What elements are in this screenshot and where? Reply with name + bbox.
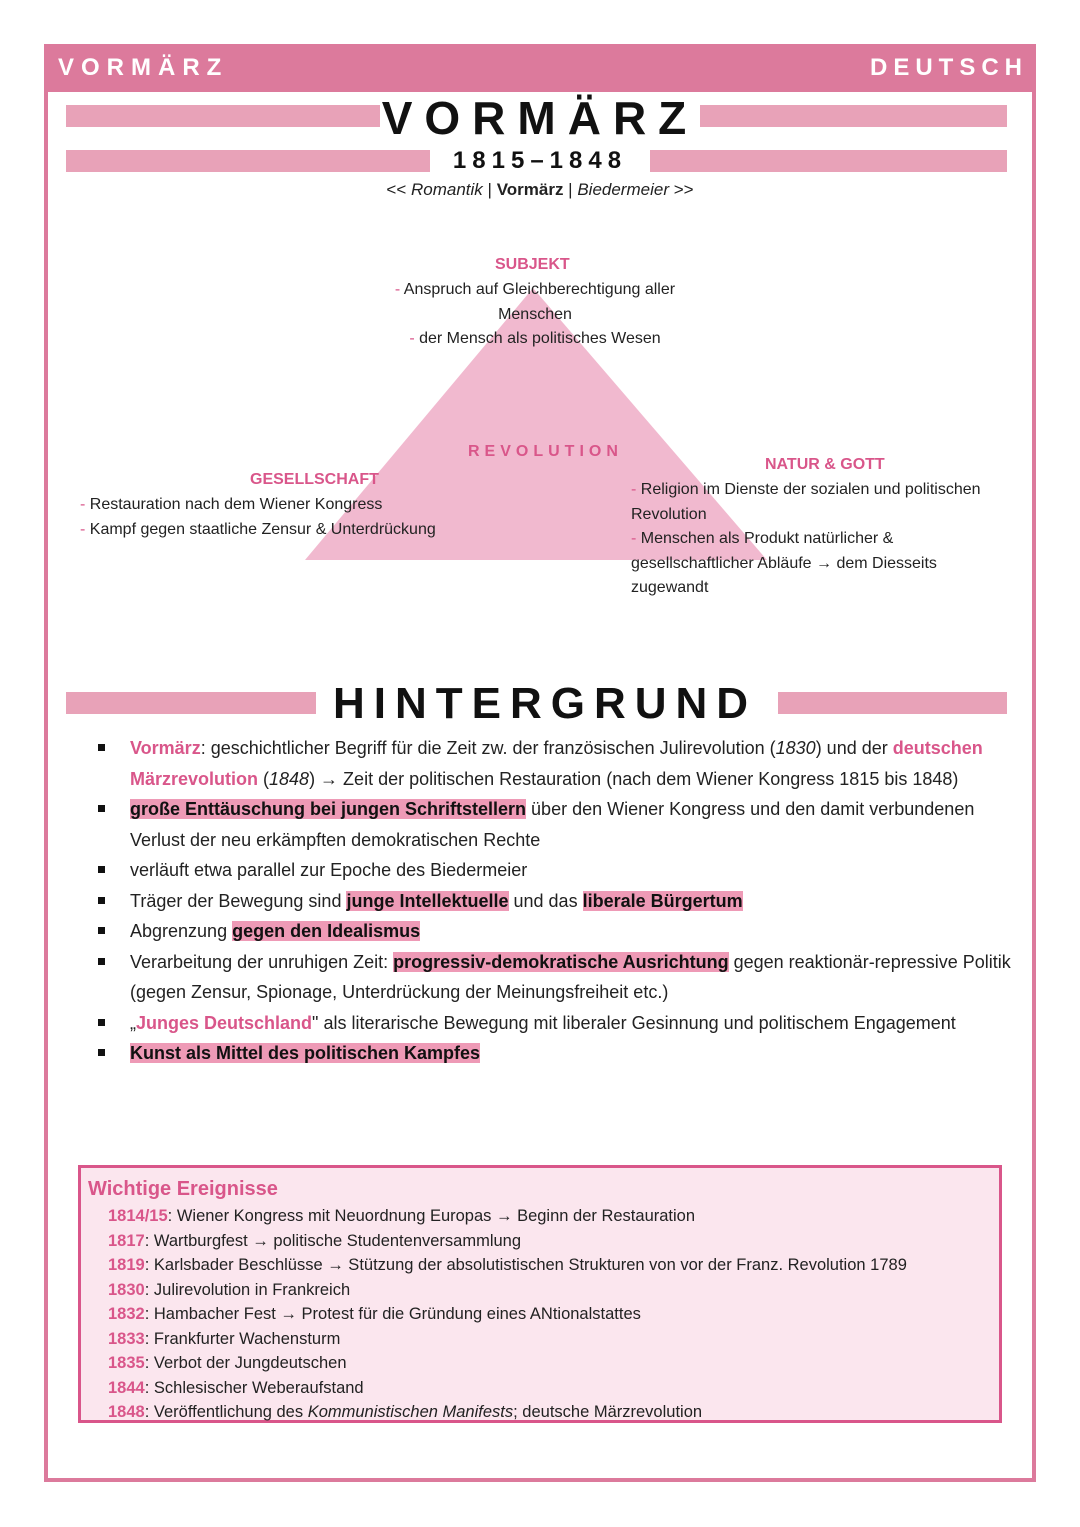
highlight: große Enttäuschung bei jungen Schriftstellern (130, 799, 527, 819)
text: : geschichtlicher Begriff für die Zeit zw. der französischen Julirevolution ( (200, 738, 776, 758)
natur-line: Religion im Dienste der sozialen und politischen (640, 481, 981, 498)
events-title: Wichtige Ereignisse (88, 1178, 278, 1200)
natur-line: Revolution (631, 505, 707, 523)
event-year: 1844 (108, 1378, 145, 1397)
event-text: : Wiener Kongress mit Neuordnung Europas → Beginn der Restauration (167, 1207, 696, 1225)
gesellschaft-label: GESELLSCHAFT (250, 471, 379, 488)
event-year: 1832 (108, 1305, 145, 1323)
event-year: 1833 (108, 1329, 145, 1348)
term: Junges Deutschland (136, 1012, 313, 1033)
list-item (96, 1038, 1016, 1069)
highlight: progressiv-demokratische Ausrichtung (393, 951, 729, 972)
epoch-line (0, 180, 1080, 200)
natur-line: gesellschaftlicher Abläufe → dem Diesseits (631, 554, 937, 572)
events-box (78, 1165, 1002, 1423)
list-item (96, 733, 1016, 794)
events-list (108, 1204, 907, 1425)
event-year: 1814/15 (108, 1207, 168, 1225)
event-year: 1817 (108, 1231, 145, 1250)
hintergrund-bar-left (66, 692, 316, 714)
list-item (96, 794, 1016, 855)
event-text-italic: Kommunistischen Manifests (307, 1403, 514, 1421)
epoch-close: >> (668, 180, 694, 199)
years-bar-right (650, 150, 1007, 172)
event-item (108, 1204, 907, 1229)
gesellschaft-line: Restauration nach dem Wiener Kongress (89, 496, 383, 513)
event-text: : Frankfurter Wachensturm (144, 1329, 341, 1348)
title-bar-right (695, 105, 1007, 127)
page-title: VORMÄRZ (381, 92, 699, 144)
subjekt-line: Anspruch auf Gleichberechtigung aller (403, 281, 676, 298)
event-item (108, 1376, 907, 1401)
event-year: 1835 (108, 1354, 145, 1372)
list-item (96, 855, 1016, 886)
event-item (108, 1229, 907, 1254)
text: verläuft etwa parallel zur Epoche des Biedermeier (130, 860, 528, 880)
gesellschaft-line: Kampf gegen staatliche Zensur & Unterdrückung (89, 520, 436, 538)
text: gegen reaktionär-repressive Politik (gegen Zensur, Spionage, Unterdrückung der Meinungsfreiheit etc.) (130, 951, 1011, 1002)
event-year: 1830 (108, 1280, 145, 1299)
highlight: junge Intellektuelle (346, 890, 509, 911)
year: 1848 (269, 768, 310, 789)
list-item (96, 886, 1016, 917)
natur-text: - Religion im Dienste der sozialen und politischen Revolution - Menschen als Produkt natürlicher & gesellschaftlicher Abläufe → dem Diesseits zugewandt (631, 481, 981, 596)
natur-line: zugewandt (631, 579, 709, 596)
text: ) → Zeit der politischen Restauration (nach dem Wiener Kongress 1815 bis 1848) (309, 768, 959, 789)
section-title-hintergrund: HINTERGRUND (316, 678, 774, 730)
event-text: : Julirevolution in Frankreich (144, 1280, 351, 1299)
list-item (96, 916, 1016, 947)
highlight: liberale Bürgertum (582, 890, 743, 911)
header-topic: VORMÄRZ (58, 54, 229, 81)
epoch-next: Biedermeier (577, 180, 669, 199)
term: deutschen Märzrevolution (130, 738, 983, 789)
event-text: : Karlsbader Beschlüsse → Stützung der absolutistischen Strukturen von vor der Franz. Revolution 1789 (144, 1256, 907, 1274)
years-bar-left (66, 150, 430, 172)
event-text: : Verbot der Jungdeutschen (144, 1354, 347, 1372)
hintergrund-list (96, 733, 1016, 1069)
natur-label: NATUR & GOTT (765, 456, 885, 473)
event-year: 1848 (108, 1403, 145, 1421)
text: Träger der Bewegung sind (130, 890, 347, 911)
epoch-prev: Romantik (411, 180, 483, 199)
epoch-open: << (386, 180, 411, 199)
page-years: 1815–1848 (430, 145, 650, 177)
event-item (108, 1327, 907, 1352)
text: ( (258, 768, 270, 789)
subjekt-text: - Anspruch auf Gleichberechtigung aller Menschen - der Mensch als politisches Wesen (394, 281, 676, 347)
revolution-label: REVOLUTION (468, 443, 623, 460)
quote: „ (130, 1012, 136, 1033)
event-item (108, 1302, 907, 1327)
subjekt-line: der Mensch als politisches Wesen (419, 330, 661, 347)
natur-line: Menschen als Produkt natürlicher & (640, 530, 894, 547)
title-bar-left (66, 105, 380, 127)
list-item (96, 1008, 1016, 1039)
epoch-sep: | (482, 180, 497, 199)
subjekt-line: Menschen (498, 305, 572, 323)
text: über den Wiener Kongress und den damit verbundenen Verlust der neu erkämpften demokratischen Rechte (130, 799, 975, 850)
event-item (108, 1351, 907, 1376)
event-item (108, 1400, 907, 1425)
event-text: ; deutsche Märzrevolution (513, 1403, 703, 1421)
event-text: : Hambacher Fest → Protest für die Gründung eines ANtionalstattes (144, 1305, 641, 1323)
text: und das (508, 890, 583, 911)
event-text: : Wartburgfest → politische Studentenversammlung (144, 1231, 522, 1250)
hintergrund-bar-right (778, 692, 1007, 714)
event-item (108, 1278, 907, 1303)
event-text: : Veröffentlichung des (144, 1403, 308, 1421)
text: Abgrenzung (130, 921, 233, 941)
text: " als literarische Bewegung mit liberaler Gesinnung und politischem Engagement (312, 1012, 956, 1033)
gesellschaft-text: - Restauration nach dem Wiener Kongress - Kampf gegen staatliche Zensur & Unterdrückung (80, 496, 436, 538)
year: 1830 (775, 738, 816, 758)
epoch-sep: | (563, 180, 578, 199)
highlight: Kunst als Mittel des politischen Kampfes (130, 1043, 481, 1063)
term: Vormärz (130, 738, 201, 758)
highlight: gegen den Idealismus (232, 921, 421, 941)
subjekt-label: SUBJEKT (495, 256, 570, 273)
event-year: 1819 (108, 1256, 145, 1274)
list-item (96, 947, 1016, 1008)
event-item (108, 1253, 907, 1278)
header-subject: DEUTSCH (869, 54, 1028, 81)
event-text: : Schlesischer Weberaufstand (144, 1378, 364, 1397)
text: Verarbeitung der unruhigen Zeit: (130, 951, 394, 972)
text: ) und der (815, 738, 893, 758)
epoch-current: Vormärz (496, 180, 564, 199)
